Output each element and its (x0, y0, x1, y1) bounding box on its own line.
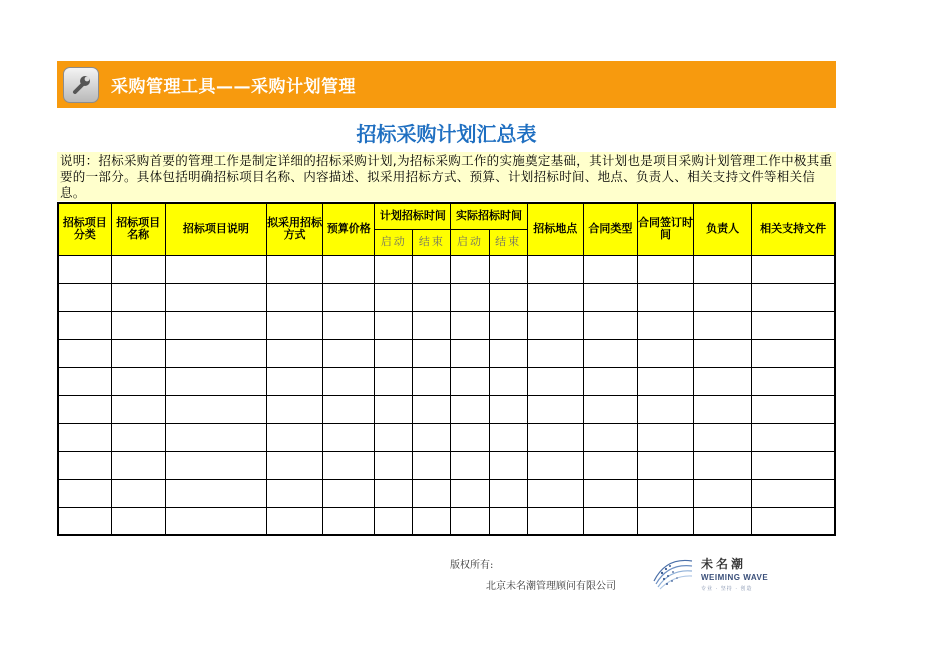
table-cell[interactable] (58, 451, 111, 479)
col-header-actual-time: 实际招标时间 (451, 203, 527, 229)
table-row (58, 395, 835, 423)
table-cell[interactable] (527, 255, 583, 283)
table-cell[interactable] (111, 395, 165, 423)
table-cell[interactable] (323, 255, 375, 283)
table-cell[interactable] (375, 339, 413, 367)
table-cell[interactable] (694, 311, 752, 339)
table-cell[interactable] (413, 283, 451, 311)
table-cell[interactable] (694, 395, 752, 423)
table-cell[interactable] (267, 311, 323, 339)
table-cell[interactable] (583, 507, 637, 535)
table-cell[interactable] (413, 311, 451, 339)
table-cell[interactable] (111, 339, 165, 367)
col-header-method: 拟采用招标方式 (267, 203, 323, 255)
company-name: 北京未名潮管理顾问有限公司 (486, 581, 616, 592)
table-cell[interactable] (58, 339, 111, 367)
table-row (58, 339, 835, 367)
table-row (58, 479, 835, 507)
table-cell[interactable] (165, 479, 266, 507)
table-cell[interactable] (489, 507, 527, 535)
table-cell[interactable] (527, 423, 583, 451)
table-cell[interactable] (323, 367, 375, 395)
table-cell[interactable] (375, 479, 413, 507)
table-cell[interactable] (694, 423, 752, 451)
table-cell[interactable] (165, 507, 266, 535)
table-cell[interactable] (583, 367, 637, 395)
description-text: 说明：招标采购首要的管理工作是制定详细的招标采购计划,为招标采购工作的实施奠定基础，其计划也是项目采购计划管理工作中极其重要的一部分。具体包括明确招标项目名称、内容描述、拟采用招标方式、预算、计划招标时间、地点、负责人、相关支持文件等相关信息。 (57, 152, 836, 201)
table-cell[interactable] (694, 479, 752, 507)
table-cell[interactable] (111, 311, 165, 339)
table-cell[interactable] (111, 479, 165, 507)
col-header-budget: 预算价格 (323, 203, 375, 255)
table-cell[interactable] (267, 339, 323, 367)
table-cell[interactable] (451, 311, 489, 339)
table-cell[interactable] (451, 451, 489, 479)
table-cell[interactable] (637, 311, 693, 339)
table-cell[interactable] (489, 479, 527, 507)
copyright-label: 版权所有: (450, 560, 494, 571)
table-cell[interactable] (58, 255, 111, 283)
table-cell[interactable] (489, 423, 527, 451)
table-cell[interactable] (58, 367, 111, 395)
table-cell[interactable] (752, 507, 835, 535)
table-cell[interactable] (527, 507, 583, 535)
table-cell[interactable] (165, 367, 266, 395)
table-cell[interactable] (111, 283, 165, 311)
table-cell[interactable] (694, 339, 752, 367)
table-cell[interactable] (583, 451, 637, 479)
table-cell[interactable] (323, 339, 375, 367)
table-cell[interactable] (375, 451, 413, 479)
table-cell[interactable] (583, 255, 637, 283)
table-cell[interactable] (527, 311, 583, 339)
table-cell[interactable] (451, 423, 489, 451)
table-cell[interactable] (323, 507, 375, 535)
table-cell[interactable] (583, 283, 637, 311)
table-cell[interactable] (637, 283, 693, 311)
table-cell[interactable] (489, 451, 527, 479)
table-cell[interactable] (489, 395, 527, 423)
planned-end-header: 结束 (413, 229, 451, 255)
table-cell[interactable] (323, 283, 375, 311)
table-cell[interactable] (694, 367, 752, 395)
table-cell[interactable] (451, 255, 489, 283)
table-cell[interactable] (323, 451, 375, 479)
col-header-contract-type: 合同类型 (583, 203, 637, 255)
table-cell[interactable] (694, 507, 752, 535)
table-cell[interactable] (267, 367, 323, 395)
table-cell[interactable] (375, 395, 413, 423)
table-cell[interactable] (58, 311, 111, 339)
table-cell[interactable] (527, 451, 583, 479)
table-cell[interactable] (323, 423, 375, 451)
table-cell[interactable] (375, 507, 413, 535)
table-cell[interactable] (323, 395, 375, 423)
table-cell[interactable] (323, 479, 375, 507)
table-cell[interactable] (527, 367, 583, 395)
wrench-icon (63, 67, 99, 103)
table-cell[interactable] (165, 255, 266, 283)
logo-chinese-name: 未名潮 (701, 557, 747, 571)
actual-start-header: 启动 (451, 229, 489, 255)
table-cell[interactable] (527, 479, 583, 507)
col-header-contract-date: 合同签订时间 (637, 203, 693, 255)
table-cell[interactable] (58, 507, 111, 535)
table-cell[interactable] (165, 339, 266, 367)
table-cell[interactable] (111, 255, 165, 283)
table-cell[interactable] (111, 451, 165, 479)
table-cell[interactable] (752, 283, 835, 311)
table-row (58, 423, 835, 451)
table-cell[interactable] (489, 339, 527, 367)
procurement-plan-table (57, 202, 836, 536)
table-cell[interactable] (267, 479, 323, 507)
table-row (58, 367, 835, 395)
col-header-planned-time: 计划招标时间 (375, 203, 451, 229)
table-cell[interactable] (58, 395, 111, 423)
table-cell[interactable] (413, 507, 451, 535)
planned-start-header: 启动 (375, 229, 413, 255)
col-header-name: 招标项目名称 (111, 203, 165, 255)
table-cell[interactable] (111, 507, 165, 535)
col-header-files: 相关支持文件 (752, 203, 835, 255)
table-cell[interactable] (165, 451, 266, 479)
table-cell[interactable] (637, 339, 693, 367)
table-cell[interactable] (583, 395, 637, 423)
col-header-owner: 负责人 (694, 203, 752, 255)
table-cell[interactable] (375, 283, 413, 311)
logo-tagline: 专业 · 坚持 · 创造 (701, 586, 753, 592)
table-cell[interactable] (267, 283, 323, 311)
table-cell[interactable] (527, 283, 583, 311)
table-cell[interactable] (489, 367, 527, 395)
table-cell[interactable] (451, 339, 489, 367)
table-cell[interactable] (752, 311, 835, 339)
table-cell[interactable] (637, 423, 693, 451)
table-cell[interactable] (527, 339, 583, 367)
table-cell[interactable] (111, 423, 165, 451)
table-row (58, 507, 835, 535)
table-cell[interactable] (637, 451, 693, 479)
table-cell[interactable] (489, 311, 527, 339)
table-cell[interactable] (451, 367, 489, 395)
table-cell[interactable] (413, 479, 451, 507)
actual-end-header: 结束 (489, 229, 527, 255)
table-cell[interactable] (637, 479, 693, 507)
header-bar (57, 61, 836, 108)
table-cell[interactable] (583, 479, 637, 507)
table-cell[interactable] (694, 283, 752, 311)
table-cell[interactable] (165, 395, 266, 423)
table-cell[interactable] (111, 367, 165, 395)
table-cell[interactable] (583, 423, 637, 451)
table-cell[interactable] (752, 339, 835, 367)
table-cell[interactable] (451, 507, 489, 535)
table-cell[interactable] (413, 367, 451, 395)
table-cell[interactable] (165, 311, 266, 339)
table-cell[interactable] (637, 507, 693, 535)
table-cell[interactable] (413, 255, 451, 283)
table-cell[interactable] (58, 479, 111, 507)
table-cell[interactable] (267, 451, 323, 479)
table-body (58, 255, 835, 535)
table-cell[interactable] (752, 451, 835, 479)
table-row (58, 255, 835, 283)
table-cell[interactable] (375, 255, 413, 283)
table-cell[interactable] (267, 423, 323, 451)
col-header-location: 招标地点 (527, 203, 583, 255)
table-cell[interactable] (489, 255, 527, 283)
table-row (58, 451, 835, 479)
table-cell[interactable] (694, 255, 752, 283)
table-cell[interactable] (752, 423, 835, 451)
table-cell[interactable] (58, 283, 111, 311)
table-cell[interactable] (637, 395, 693, 423)
table-cell[interactable] (752, 395, 835, 423)
table-row (58, 311, 835, 339)
table-cell[interactable] (527, 395, 583, 423)
table-cell[interactable] (267, 507, 323, 535)
table-cell[interactable] (413, 451, 451, 479)
table-row (58, 283, 835, 311)
table-cell[interactable] (267, 255, 323, 283)
table-cell[interactable] (267, 395, 323, 423)
table-cell[interactable] (451, 479, 489, 507)
table-cell[interactable] (583, 311, 637, 339)
table-cell[interactable] (375, 367, 413, 395)
table-cell[interactable] (637, 255, 693, 283)
table-cell[interactable] (752, 255, 835, 283)
table-cell[interactable] (165, 423, 266, 451)
table-cell[interactable] (375, 311, 413, 339)
page-title: 招标采购计划汇总表 (356, 122, 537, 146)
col-header-category: 招标项目分类 (58, 203, 111, 255)
table-cell[interactable] (451, 395, 489, 423)
table-cell[interactable] (413, 423, 451, 451)
table-cell[interactable] (583, 339, 637, 367)
table-cell[interactable] (752, 479, 835, 507)
table-cell[interactable] (694, 451, 752, 479)
table-cell[interactable] (375, 423, 413, 451)
col-header-description: 招标项目说明 (165, 203, 266, 255)
header-title: 采购管理工具——采购计划管理 (111, 77, 356, 97)
table-cell[interactable] (413, 339, 451, 367)
table-cell[interactable] (58, 423, 111, 451)
table-cell[interactable] (637, 367, 693, 395)
table-cell[interactable] (451, 283, 489, 311)
table-cell[interactable] (323, 311, 375, 339)
table-cell[interactable] (489, 283, 527, 311)
table-cell[interactable] (752, 367, 835, 395)
table-cell[interactable] (165, 283, 266, 311)
table-cell[interactable] (413, 395, 451, 423)
logo-english-name: WEIMING WAVE (701, 573, 769, 582)
